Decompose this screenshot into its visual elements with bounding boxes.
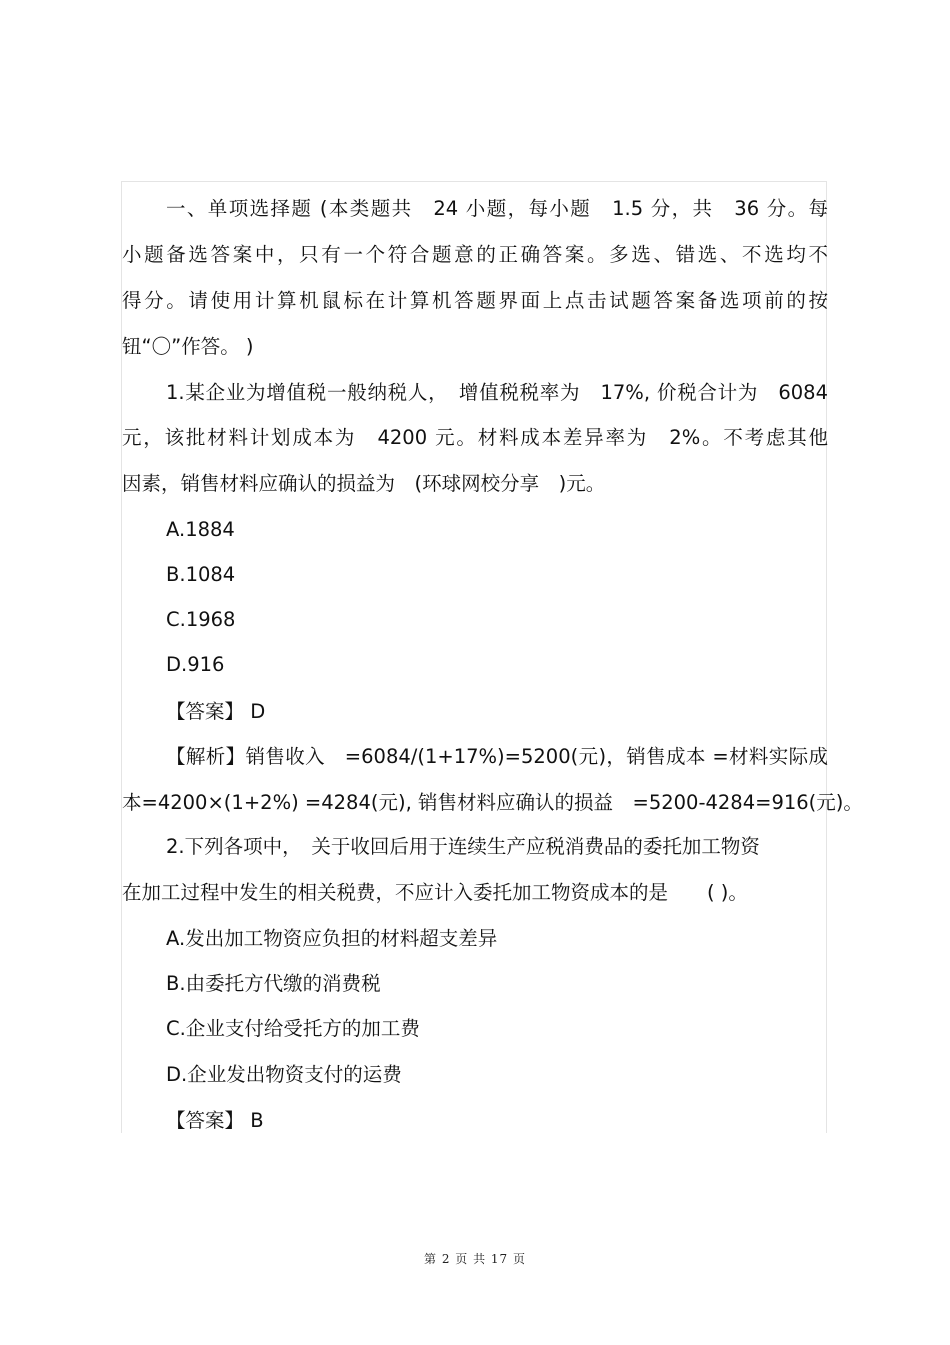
q1-option-a: A.1884 bbox=[166, 518, 235, 541]
q1-option-b: B.1084 bbox=[166, 563, 236, 586]
q2-answer: 【答案】 B bbox=[166, 1109, 264, 1132]
section-instructions-line-1: 一、单项选择题 (本类题共 24 小题，每小题 1.5 分，共 36 分。每 bbox=[166, 197, 828, 220]
q2-option-c: C.企业支付给受托方的加工费 bbox=[166, 1017, 420, 1040]
q2-stem-line-2: 在加工过程中发生的相关税费，不应计入委托加工物资成本的是 ( )。 bbox=[122, 881, 748, 904]
q2-option-d: D.企业发出物资支付的运费 bbox=[166, 1063, 402, 1086]
q1-analysis-line-1: 【解析】销售收入 =6084/(1+17%)=5200(元)，销售成本 =材料实际成 bbox=[166, 745, 828, 768]
q1-answer: 【答案】 D bbox=[166, 700, 266, 723]
q1-stem-line-2: 元，该批材料计划成本为 4200 元。材料成本差异率为 2%。不考虑其他 bbox=[122, 426, 828, 449]
q2-option-a: A.发出加工物资应负担的材料超支差异 bbox=[166, 927, 498, 950]
q1-option-c: C.1968 bbox=[166, 608, 236, 631]
section-instructions-line-2: 小题备选答案中，只有一个符合题意的正确答案。多选、错选、不选均不 bbox=[122, 243, 828, 266]
q1-stem-line-1: 1.某企业为增值税一般纳税人， 增值税税率为 17%, 价税合计为 6084 bbox=[166, 381, 828, 404]
q1-analysis-line-2: 本=4200×(1+2%) =4284(元), 销售材料应确认的损益 =5200-4284=916(元)。 bbox=[122, 791, 863, 814]
q2-stem-line-1: 2.下列各项中， 关于收回后用于连续生产应税消费品的委托加工物资 bbox=[166, 835, 760, 858]
q2-option-b: B.由委托方代缴的消费税 bbox=[166, 972, 381, 995]
page-number-footer: 第 2 页 共 17 页 bbox=[424, 1252, 526, 1266]
section-instructions-line-4: 钮“〇”作答。 ) bbox=[122, 335, 254, 358]
section-instructions-line-3: 得分。请使用计算机鼠标在计算机答题界面上点击试题答案备选项前的按 bbox=[122, 289, 828, 312]
q1-stem-line-3: 因素，销售材料应确认的损益为 (环球网校分享 )元。 bbox=[122, 472, 606, 495]
q1-option-d: D.916 bbox=[166, 653, 225, 676]
